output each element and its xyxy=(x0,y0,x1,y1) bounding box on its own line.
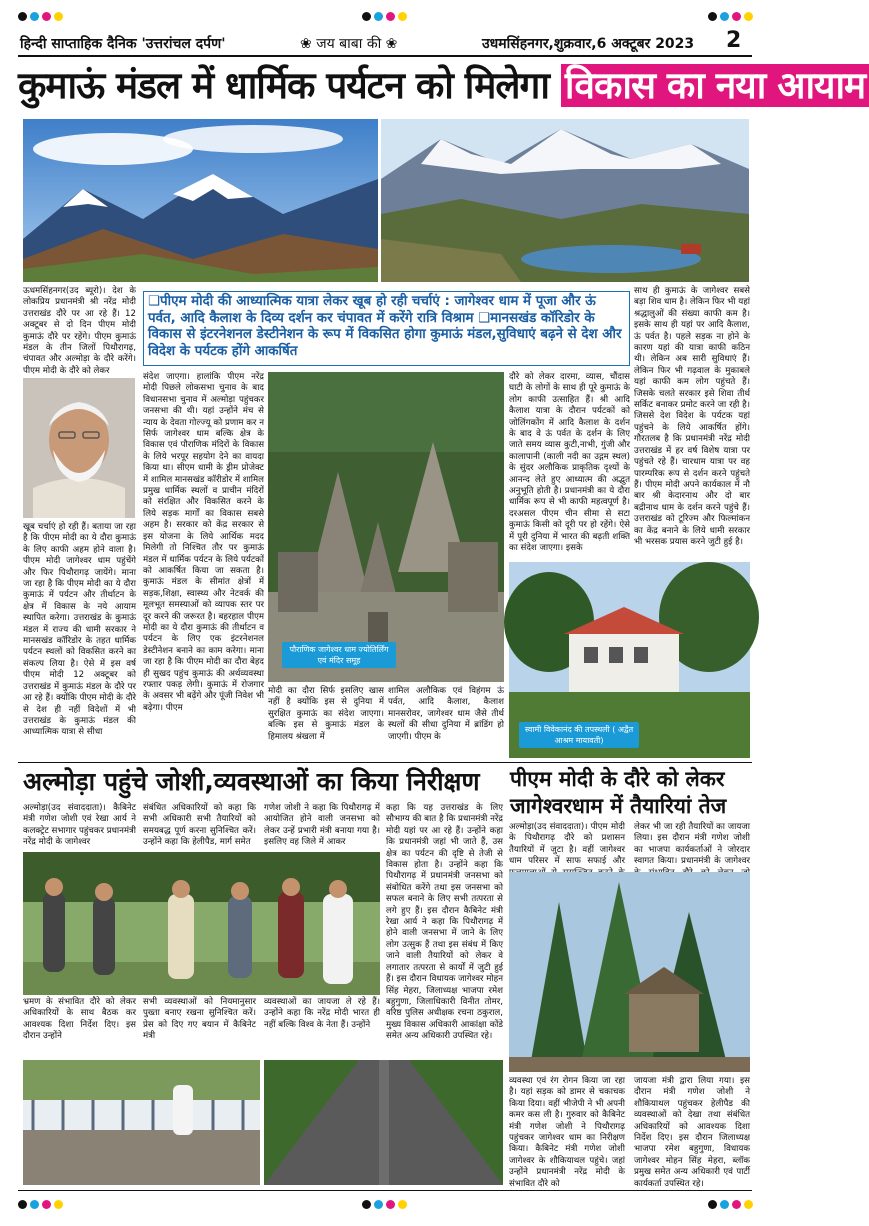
masthead-motto xyxy=(300,34,397,53)
photo-road-asphalt xyxy=(264,1060,503,1185)
lead-col1-text: खूब चर्चाएं हो रही हैं। बताया जा रहा है कि पीएम मोदी का ये दौरा कुमाऊं के लिए काफी अहम होने वाला है। पीएम मोदी जागेश्वर धाम पहुंचेंगे और फिर पिथौरागढ़ जायेंगे। माना जा रहा है कि पीएम मोदी का ये दौरा कुमाऊं में पर्यटन और तीर्थाटन के क्षेत्र में विकास के नये आयाम स्थापित करेगा। उत्तराखंड के कुमाऊं मंडल में राज्य की धामी सरकार ने मानसखंड कॉरिडोर के तहत धार्मिक पर्यटन स्थलों को विकसित करने का संकल्प लिया है। ऐसे में इस वर्ष पीएम मोदी 12 अक्टूबर को उत्तराखंड में कुमाऊं मंडल के दौरे पर आ रहे हैं। क्योंकि पीएम मोदी के दौरे से देश ही नहीं विदेशों में भी उत्तराखंड के कुमाऊं मंडल की आध्यात्मिक यात्रा से सीधा xyxy=(23,522,136,738)
flourish-left-icon: ❀ xyxy=(300,36,312,52)
story2-col4-text: कहा कि यह उत्तराखंड के लिए सौभाग्य की बात है कि प्रधानमंत्री नरेंद्र मोदी यहां पर आ रहे हैं। उन्होंने कहा कि प्रधानमंत्री जहां भी जाते हैं, उस क्षेत्र का पर्यटन की दृष्टि से तेजी से विकास होता है। उन्होंने कहा कि पिथौरागढ़ में प्रधानमंत्री जनसभा को संबोधित करेंगे तथा इस जनसभा को सफल बनाने के लिए सभी तत्परता से लगे हुए हैं। इस दौरान कैबिनेट मंत्री रेखा आर्य ने कहा कि पिथौरागढ़ में होने वाली जनसभा में जाने के लिए लोग उत्सुक हैं तथा इस संबंध में किए जाने वाली तैयारियों को लेकर वे लगातार तत्परता से कार्यों में जुटी हुई हैं। इस दौरान विधायक जागेश्वर मोहन सिंह मेहरा, जिलाध्यक्ष भाजपा रमेश बहुगुणा, जिलाधिकारी विनीत तोमर, वरिष्ठ पुलिस अधीक्षक रचना ठकुराल, मुख्य विकास अधिकारी आकांक्षा कोंडे समेत अन्य अधिकारी उपस्थित रहे। xyxy=(386,803,503,1042)
story3-headline-line2: जागेश्वरधाम में तैयारियां तेज xyxy=(510,794,727,818)
section-rule xyxy=(18,762,752,763)
lead-headline-highlight: विकास का नया आयाम xyxy=(561,64,869,107)
lead-col3-text: मोदी का दौरा सिर्फ इसलिए खास नहीं है क्योंकि इस से दुनिया में सुरक्षित कुमाऊं का संदेश जाएगा। बल्कि इस से कुमाऊं मंडल के हिमालय श्रंखला में xyxy=(268,686,384,742)
story3-col2-text: लेकर भी जा रही तैयारियों का जायजा लिया। इस दौरान मंत्री गणेश जोशी का भाजपा कार्यकर्ताओं ने जोरदार स्वागत किया। प्रधानमंत्री के जागेश्वर xyxy=(634,822,750,867)
story3-headline-line1: पीएम मोदी के दौरे को लेकर xyxy=(510,767,725,791)
flourish-right-icon: ❀ xyxy=(385,36,398,52)
photo-pm-modi xyxy=(23,378,135,518)
masthead-rule xyxy=(18,55,752,57)
photo-jageshwar-temple xyxy=(268,372,504,682)
photo-advaita-ashram xyxy=(509,562,750,758)
lead-headline-main: कुमाऊं मंडल में धार्मिक पर्यटन को मिलेगा xyxy=(18,64,549,107)
dateline: उधमसिंहनगर,शुक्रवार,6 अक्टूबर 2023 xyxy=(482,36,695,52)
caption-ashram: स्वामी विवेकानंद की तपस्थली ( अद्वैत आश्रम मायावती) xyxy=(519,722,639,748)
story2-lower3-text: व्यवस्थाओं का जायजा ले रहे हैं। उन्होंने कहा कि नरेंद्र मोदी भारत ही नहीं बल्कि विश्व के नेता हैं। उन्होंने xyxy=(264,997,380,1030)
footer-rule xyxy=(18,1190,752,1191)
motto-text: जय बाबा की xyxy=(316,36,382,52)
story2-headline: अल्मोड़ा पहुंचे जोशी,व्यवस्थाओं का किया निरीक्षण xyxy=(23,767,480,796)
photo-painting-railing xyxy=(23,1060,260,1185)
photo-om-parvat-lake xyxy=(381,119,749,282)
lead-col5-text: दौरे को लेकर दारमा, व्यास, चौंदास घाटी के लोगों के साथ ही पूरे कुमाऊं के लोग काफी उत्साहित हैं। श्री आदि कैलाश यात्रा के दौरान पर्यटकों को जोलिंगकोंग में आदि कैलाश के दर्शन के बाद वे ऊं पर्वत के दर्शन के लिए जाते समय व्यास कुटी,नाभी, गुंजी और कालापानी (काली नदी का उद्गम स्थल) के सुंदर अलौकिक प्राकृतिक दृश्यों के आनन्द लेते हुए आध्यात्म की अद्भुत अनुभूति होती है। प्रधानमंत्री का ये दौरा धार्मिक रूप से भी काफी महत्वपूर्ण है। दरअसल पीएम चीन सीमा से सटा कुमाऊं किसी को दूरी पर हो रहेंगे। ऐसे में पूरी दुनिया में भारत की बढ़ती शक्ति का संदेश जाएगा। इसके xyxy=(509,372,630,554)
caption-temple: पौराणिक जागेश्वर धाम ज्योतिर्लिंग एवं मंदिर समूह xyxy=(282,642,396,668)
registration-dots-center xyxy=(362,12,407,21)
footer-dots-center xyxy=(362,1200,407,1209)
story3-col3-text: व्यवस्था एवं रंग रोगन किया जा रहा है। यहां सड़क को डामर से चकाचक किया दिया। वहीं भीजेपी ने भी अपनी कमर कस ली है। गुरुवार को कैबिनेट मंत्री गणेश जोशी ने पिथौरागढ़ पहुंचकर जागेश्वर धाम का निरीक्षण किया। कैबिनेट मंत्री गणेश जोशी जागेश्वर के शौकियाथल पहुंचे। जहां उन्होंने प्रधानमंत्री नरेंद्र मोदी के संभावित दौरे को xyxy=(509,1076,625,1189)
story3-col1-text: अल्मोड़ा(उद संवाददाता)। पीएम मोदी के पिथौरागढ़ दौरे को प्रशासन तैयारियों में जुटा है। वहीं जागेश्वर धाम परिसर में साफ सफाई और xyxy=(509,822,625,867)
lead-col6-text: साथ ही कुमाऊं के जागेश्वर सबसे बड़ा शिव धाम है। लेकिन फिर भी यहां श्रद्धालुओं की संख्या काफी कम है। इसके साथ ही यहां पर आदि कैलाश, ऊं पर्वत है। पहले सड़क ना होने के कारण यहां की यात्रा काफी कठिन थी। लेकिन अब सारी सुविधाएं हैं। लेकिन फिर भी गढ़वाल के मुकाबले यहां काफी कम लोग पहुंचते हैं। जिसके चलते सरकार इसे शिवा तीर्थ सर्किट बनाकर प्रमोट करने जा रही है। जिससे देश विदेश के पर्यटक यहां पहुंचने के लिये आकर्षित होंगे। गौरतलब है कि प्रधानमंत्री नरेंद्र मोदी उत्तराखंड में हर वर्ष विशेष यात्रा पर पहुंचते रहे हैं। चारधाम यात्रा पर वह पारम्परिक रूप से दर्शन करने पहुंचते हैं। पीएम मोदी अपने कार्यकाल में नौ बार श्री केदारनाथ और दो बार बद्रीनाथ धाम के दर्शन करने पहुंचे हैं। उत्तराखंड को टूरिज्म और फिल्मांकन का केंद्र बनाने के लिये धामी सरकार भी भरसक प्रयास करने जुटी हुई है। xyxy=(634,286,750,547)
story3-col4-text: जायजा मंत्री द्वारा लिया गया। इस दौरान मंत्री गणेश जोशी ने शौकियाथल पहुंचकर हेलीपैड की व्यवस्थाओं को देखा तथा संबंधित अधिकारियों को आवश्यक दिशा निर्देश दिए। इस दौरान जिलाध्यक्ष भाजपा रमेश बहुगुणा, विधायक जागेश्वर मोहन सिंह मेहरा, ब्लॉक प्रमुख समेत अन्य अधिकारी एवं पार्टी कार्यकर्ता उपस्थित रहे। xyxy=(634,1076,750,1189)
story2-col1-text: अल्मोड़ा(उद संवाददाता)। कैबिनेट मंत्री गणेश जोशी एवं रेखा आर्य ने कलक्ट्रेट सभागार पहुंचकर प्रधानमंत्री नरेंद्र मोदी के जागेश्वर xyxy=(23,803,136,848)
lead-headline xyxy=(18,64,869,108)
page-number: 2 xyxy=(726,28,742,53)
story2-col3-text: गणेश जोशी ने कहा कि पिथौरागढ़ में आयोजित होने वाली जनसभा को लेकर उन्हें प्रभारी मंत्री बनाया गया है। इसलिए वह जिले में आकर xyxy=(264,803,380,848)
registration-dots-right xyxy=(708,12,753,21)
story2-lower1-text: भ्रमण के संभावित दौरे को लेकर अधिकारियों के साथ बैठक कर आवश्यक दिशा निर्देश दिए। इस दौरान उन्होंने xyxy=(23,997,136,1042)
lead-col2-text: संदेश जाएगा। हालांकि पीएम नरेंद्र मोदी पिछले लोकसभा चुनाव के बाद विधानसभा चुनाव में अल्मोड़ा पहुंचकर जनसभा की थी। यहां उन्होंने मंच से न्याय के देवता गोल्ज्यू को प्रणाम कर न सिर्फ जागेश्वर धाम बल्कि क्षेत्र के विकास एवं पौराणिक मंदिरों के विकास के लिये भरपूर सहयोग देने का वायदा किया था। सीएम धामी के ड्रीम प्रोजेक्ट में शामिल मानसखंड कॉरीडोर में शामिल प्रमुख धार्मिक स्थलों व प्राचीन मंदिरों को संरक्षित और विकसित करने के लिये सड़क मार्गों का विकास सबसे अहम है। सरकार को केंद्र सरकार से इस योजना के लिये आर्थिक मदद मिलेगी तो निश्चित तौर पर कुमाऊं मंडल में धार्मिक पर्यटन के लिये पर्यटकों को आकर्षित किया जा सकता है। कुमाऊं मंडल के सीमांत क्षेत्रों में सड़क,शिक्षा, स्वास्थ्य और नेटवर्क की मूलभूत समस्याओं को व्यापक स्तर पर दूर करने की जरूरत है। बहरहाल पीएम मोदी का ये दौरा कुमाऊं की तीर्थाटन व पर्यटन के लिए एक इंटरनेशनल डेस्टीनेशन बनाने का काम करेगा। माना जा रहा है कि पीएम मोदी का दौरा बेहद ही सुखद पहुंच कुमाऊं की अर्थव्यवस्था रफ्तार पकड़ लेगी। कुमाऊं में रोजगार के अवसर भी बढ़ेंगे और पूंजी निवेश भी बढ़ेगा। पीएम xyxy=(143,372,264,713)
lead-intro-text: ऊधमसिंहनगर(उद ब्यूरो)। देश के लोकप्रिय प्रधानमंत्री श्री नरेंद्र मोदी उत्तराखंड दौरे पर आ रहे हैं। 12 अक्टूबर से दो दिन पीएम मोदी कुमाऊं दौरे पर रहेंगे। पीएम कुमाऊं मंडल के तीन जिलों पिथौरागढ़, चंपावत और अल्मोड़ा के दौरे करेंगे। पीएम मोदी के दौरे को लेकर xyxy=(23,286,136,376)
photo-jageshwar-cedars xyxy=(509,872,750,1072)
story2-lower2-text: सभी व्यवस्थाओं को नियमानुसार पुख्ता बनाए रखना सुनिश्चित करें। प्रेस को दिए गए बयान में कैबिनेट मंत्री xyxy=(143,997,256,1042)
footer-dots-left xyxy=(18,1200,63,1209)
paper-name: हिन्दी साप्ताहिक दैनिक 'उत्तरांचल दर्पण' xyxy=(20,36,226,52)
story2-col2-text: संबंधित अधिकारियों को कहा कि सभी अधिकारी सभी तैयारियों को समयबद्ध पूर्ण करना सुनिश्चित करें। उन्होंने कहा कि हेलीपैड, मार्ग समेत xyxy=(143,803,256,848)
footer-dots-right xyxy=(708,1200,753,1209)
registration-dots-left xyxy=(18,12,63,21)
lead-col4-text: शामिल अलौकिक एवं विहंगम ऊं पर्वत, आदि कैलाश, कैलाश मानसरोवर, जागेश्वर धाम जैसे तीर्थ स्थलों की सीधा दुनिया में ब्रांडिंग हो जाएगी। पीएम के xyxy=(388,686,504,742)
photo-minister-inspection xyxy=(23,852,380,995)
photo-adi-kailash xyxy=(23,119,378,282)
lead-deck: ❑पीएम मोदी की आध्यात्मिक यात्रा लेकर खूब हो रही चर्चाएं : जागेश्वर धाम में पूजा और ऊं पर्वत, आदि कैलाश के दिव्य दर्शन कर चंपावत में करेंगे रात्रि विश्राम ❑मानसखंड कॉरिडोर के विकास से इंटरनेशनल डेस्टीनेशन के रूप में विकसित होगा कुमाऊं मंडल,सुविधाएं बढ़ने से देश और विदेश के पर्यटक होंगे आकर्षित xyxy=(143,291,630,366)
